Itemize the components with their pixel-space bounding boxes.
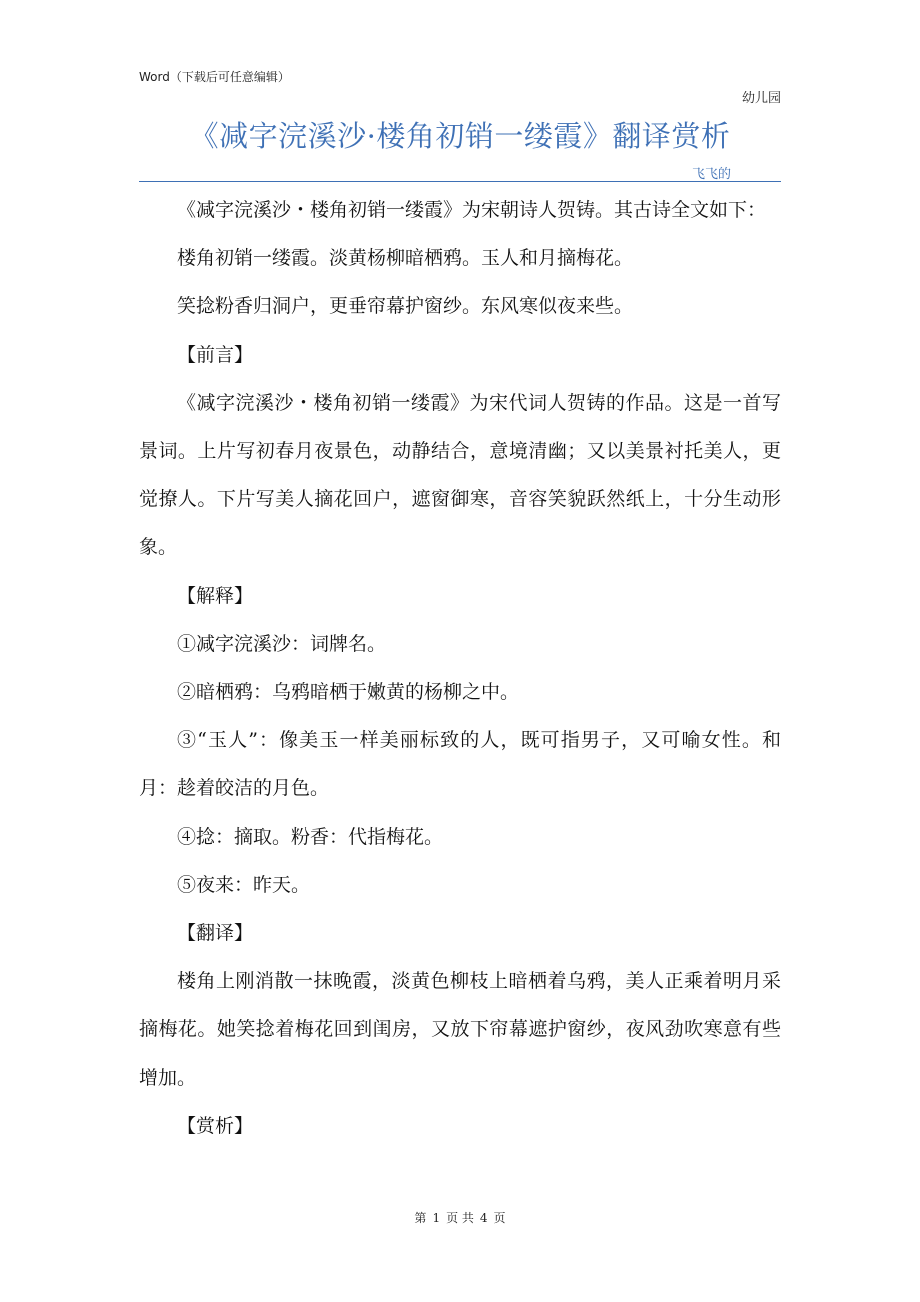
paragraph-note-4: ④捻：摘取。粉香：代指梅花。 — [177, 825, 444, 848]
paragraph-intro: 《减字浣溪沙・楼角初销一缕霞》为宋朝诗人贺铸。其古诗全文如下： — [177, 199, 767, 221]
footer-prefix: 第 — [414, 1211, 427, 1225]
author-byline: 飞飞的 — [691, 167, 731, 182]
paragraph-note-1: ①减字浣溪沙：词牌名。 — [177, 632, 387, 655]
paragraph-poem-line-2: 笑捻粉香归洞户，更垂帘幕护窗纱。东风寒似夜来些。 — [177, 295, 634, 318]
header-word-note: Word（下载后可任意编辑） — [139, 70, 290, 84]
footer-middle: 页 共 — [446, 1211, 474, 1225]
paragraph-note-5: ⑤夜来：昨天。 — [177, 873, 311, 896]
paragraph-translation: 楼角上刚消散一抹晚霞，淡黄色柳枝上暗栖着乌鸦，美人正乘着明月采摘梅花。她笑捻着梅花回到闺房，又放下帘幕遮护窗纱，夜风劲吹寒意有些增加。 — [139, 970, 781, 1089]
footer-page-number: 1 — [432, 1211, 441, 1225]
header-category: 幼儿园 — [741, 91, 781, 106]
paragraph-note-3: ③“玉人”：像美玉一样美丽标致的人，既可指男子，又可喻女性。和月：趁着皎洁的月色。 — [139, 729, 781, 800]
section-heading-preface: 【前言】 — [177, 343, 254, 366]
title-divider — [139, 181, 781, 182]
section-heading-translation: 【翻译】 — [177, 922, 254, 945]
page-title: 《减字浣溪沙·楼角初销一缕霞》翻译赏析 — [189, 119, 731, 153]
page-footer — [0, 1209, 920, 1226]
paragraph-poem-line-1: 楼角初销一缕霞。淡黄杨柳暗栖鸦。玉人和月摘梅花。 — [177, 247, 634, 270]
paragraph-note-2: ②暗栖鸦：乌鸦暗栖于嫩黄的杨柳之中。 — [177, 681, 520, 704]
footer-total-pages: 4 — [479, 1211, 488, 1225]
document-body — [139, 186, 781, 1150]
section-heading-notes: 【解释】 — [177, 584, 254, 607]
paragraph-preface: 《减字浣溪沙・楼角初销一缕霞》为宋代词人贺铸的作品。这是一首写景词。上片写初春月夜景色，动静结合，意境清幽；又以美景衬托美人，更觉撩人。下片写美人摘花回户，遮窗御寒，音容笑貌跃然纸上，十分生动形象。 — [139, 391, 781, 559]
footer-suffix: 页 — [493, 1211, 506, 1225]
section-heading-appreciation: 【赏析】 — [177, 1114, 254, 1137]
